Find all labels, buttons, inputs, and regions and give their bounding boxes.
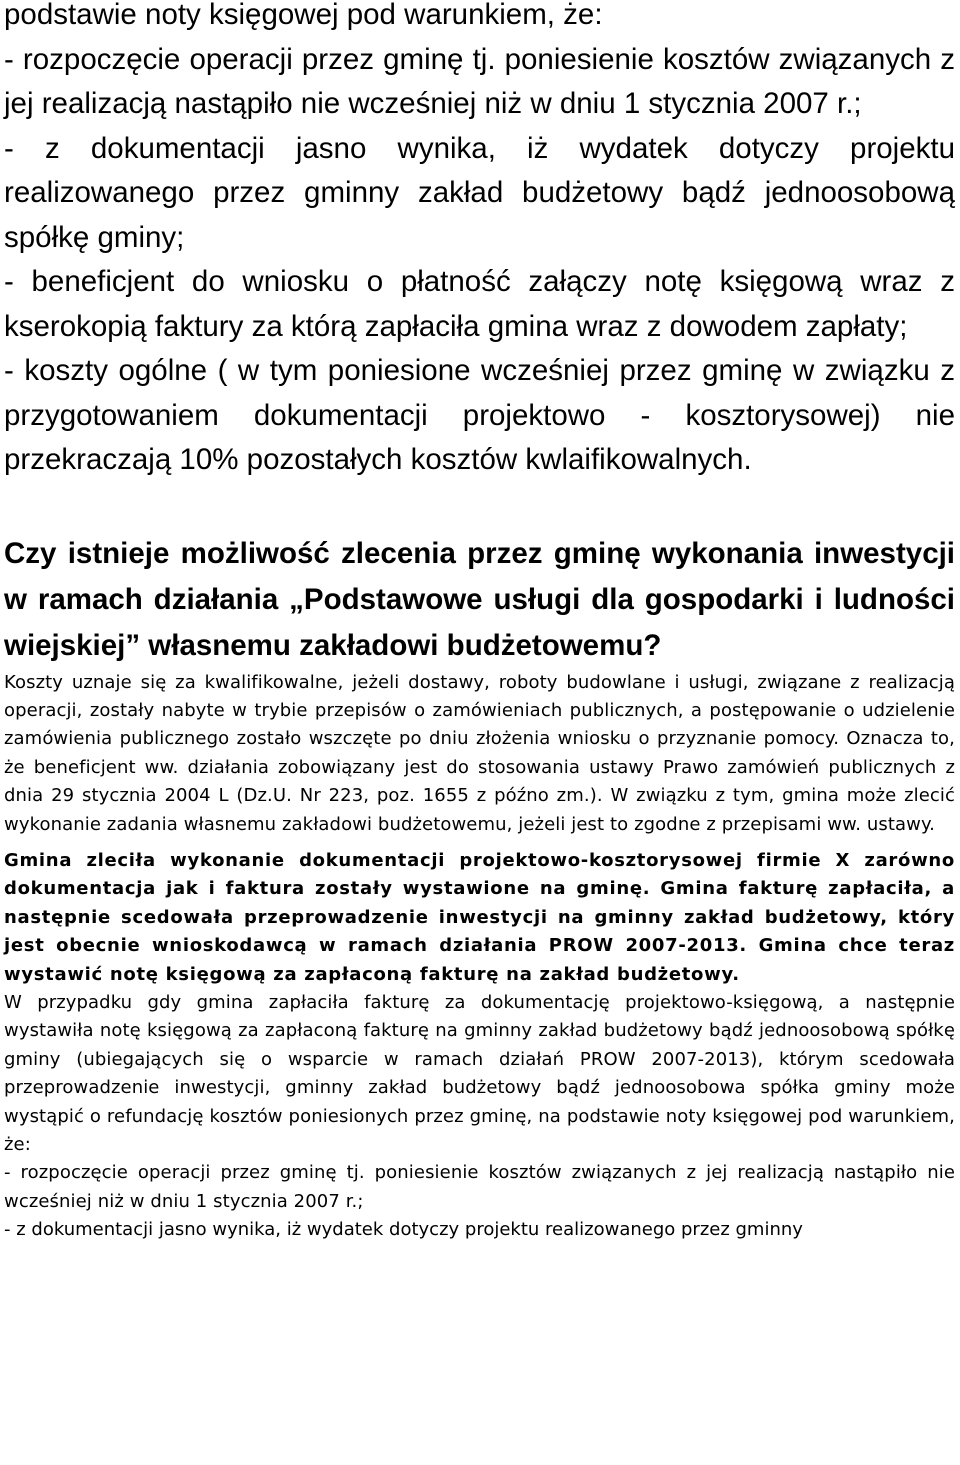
bold-question-paragraph: Gmina zleciła wykonanie dokumentacji projektowo-kosztorysowej firmie X zarówno dokumentacja jak i faktura zostały wystawione na gminę. Gmina fakturę zapłaciła, a następnie scedowała przeprowadzenie inwestycji na gminny zakład budżetowy, który jest obecnie wnioskodawcą w ramach działania PROW 2007-2013. Gmina chce teraz wystawić notę księgową za zapłaconą fakturę na zakład budżetowy. — [4, 849, 955, 985]
paragraph-condition-accounting-note: - beneficjent do wniosku o płatność załączy notę księgową wraz z kserokopią faktury za którą zapłaciła gmina wraz z dowodem zapłaty; — [4, 265, 955, 343]
paragraph-condition-documentation: - z dokumentacji jasno wynika, iż wydatek dotyczy projektu realizowanego przez gminny zakład budżetowy bądź jednoosobową spółkę gminy; — [4, 131, 955, 254]
paragraph-condition-intro: podstawie noty księgowej pod warunkiem, że: — [4, 0, 603, 31]
question-heading: Czy istnieje możliwość zlecenia przez gminę wykonania inwestycji w ramach działania „Podstawowe usługi dla gospodarki i ludności wiejskiej” własnemu zakładowi budżetowemu? — [4, 536, 955, 662]
answer-2-intro: W przypadku gdy gmina zapłaciła fakturę za dokumentację projektowo-księgową, a następnie wystawiła notę księgową za zapłaconą fakturę na gminny zakład budżetowy bądź jednoosobową spółkę gminy (ubiegających się o wsparcie w ramach działań PROW 2007-2013), którym scedowała przeprowadzenie inwestycji, gminny zakład budżetowy bądź jednoosobowa spółka gminy może wystąpić o refundację kosztów poniesionych przez gminę, na podstawie noty księgowej pod warunkiem, że: — [4, 991, 955, 1155]
paragraph-condition-general-costs: - koszty ogólne ( w tym poniesione wcześniej przez gminę w związku z przygotowaniem dokumentacji projektowo - kosztorysowej) nie przekraczają 10% pozostałych kosztów kwlaifikowalnych. — [4, 354, 955, 476]
document-page — [4, 0, 955, 1245]
answer-paragraph: Koszty uznaje się za kwalifikowalne, jeżeli dostawy, roboty budowlane i usługi, związane z realizacją operacji, zostały nabyte w trybie przepisów o zamówieniach publicznych, a postępowanie o udzielenie zamówienia publicznego zostało wszczęte po dniu złożenia wniosku o przyznanie pomocy. Oznacza to, że beneficjent ww. działania zobowiązany jest do stosowania ustawy Prawo zamówień publicznych z dnia 29 stycznia 2004 L (Dz.U. Nr 223, poz. 1655 z późno zm.). W związku z tym, gmina może zlecić wykonanie zadania własnemu zakładowi budżetowemu, jeżeli jest to zgodne z przepisami ww. ustawy. — [4, 671, 955, 835]
answer-2-item-start-date: - rozpoczęcie operacji przez gminę tj. poniesienie kosztów związanych z jej realizacją nastąpiło nie wcześniej niż w dniu 1 stycznia 2007 r.; — [4, 1162, 955, 1212]
answer-2-item-documentation-cut: - z dokumentacji jasno wynika, iż wydatek dotyczy projektu realizowanego przez gminny — [4, 1219, 803, 1241]
paragraph-condition-start-date: - rozpoczęcie operacji przez gminę tj. poniesienie kosztów związanych z jej realizacją nastąpiło nie wcześniej niż w dniu 1 stycznia 2007 r.; — [4, 42, 955, 120]
